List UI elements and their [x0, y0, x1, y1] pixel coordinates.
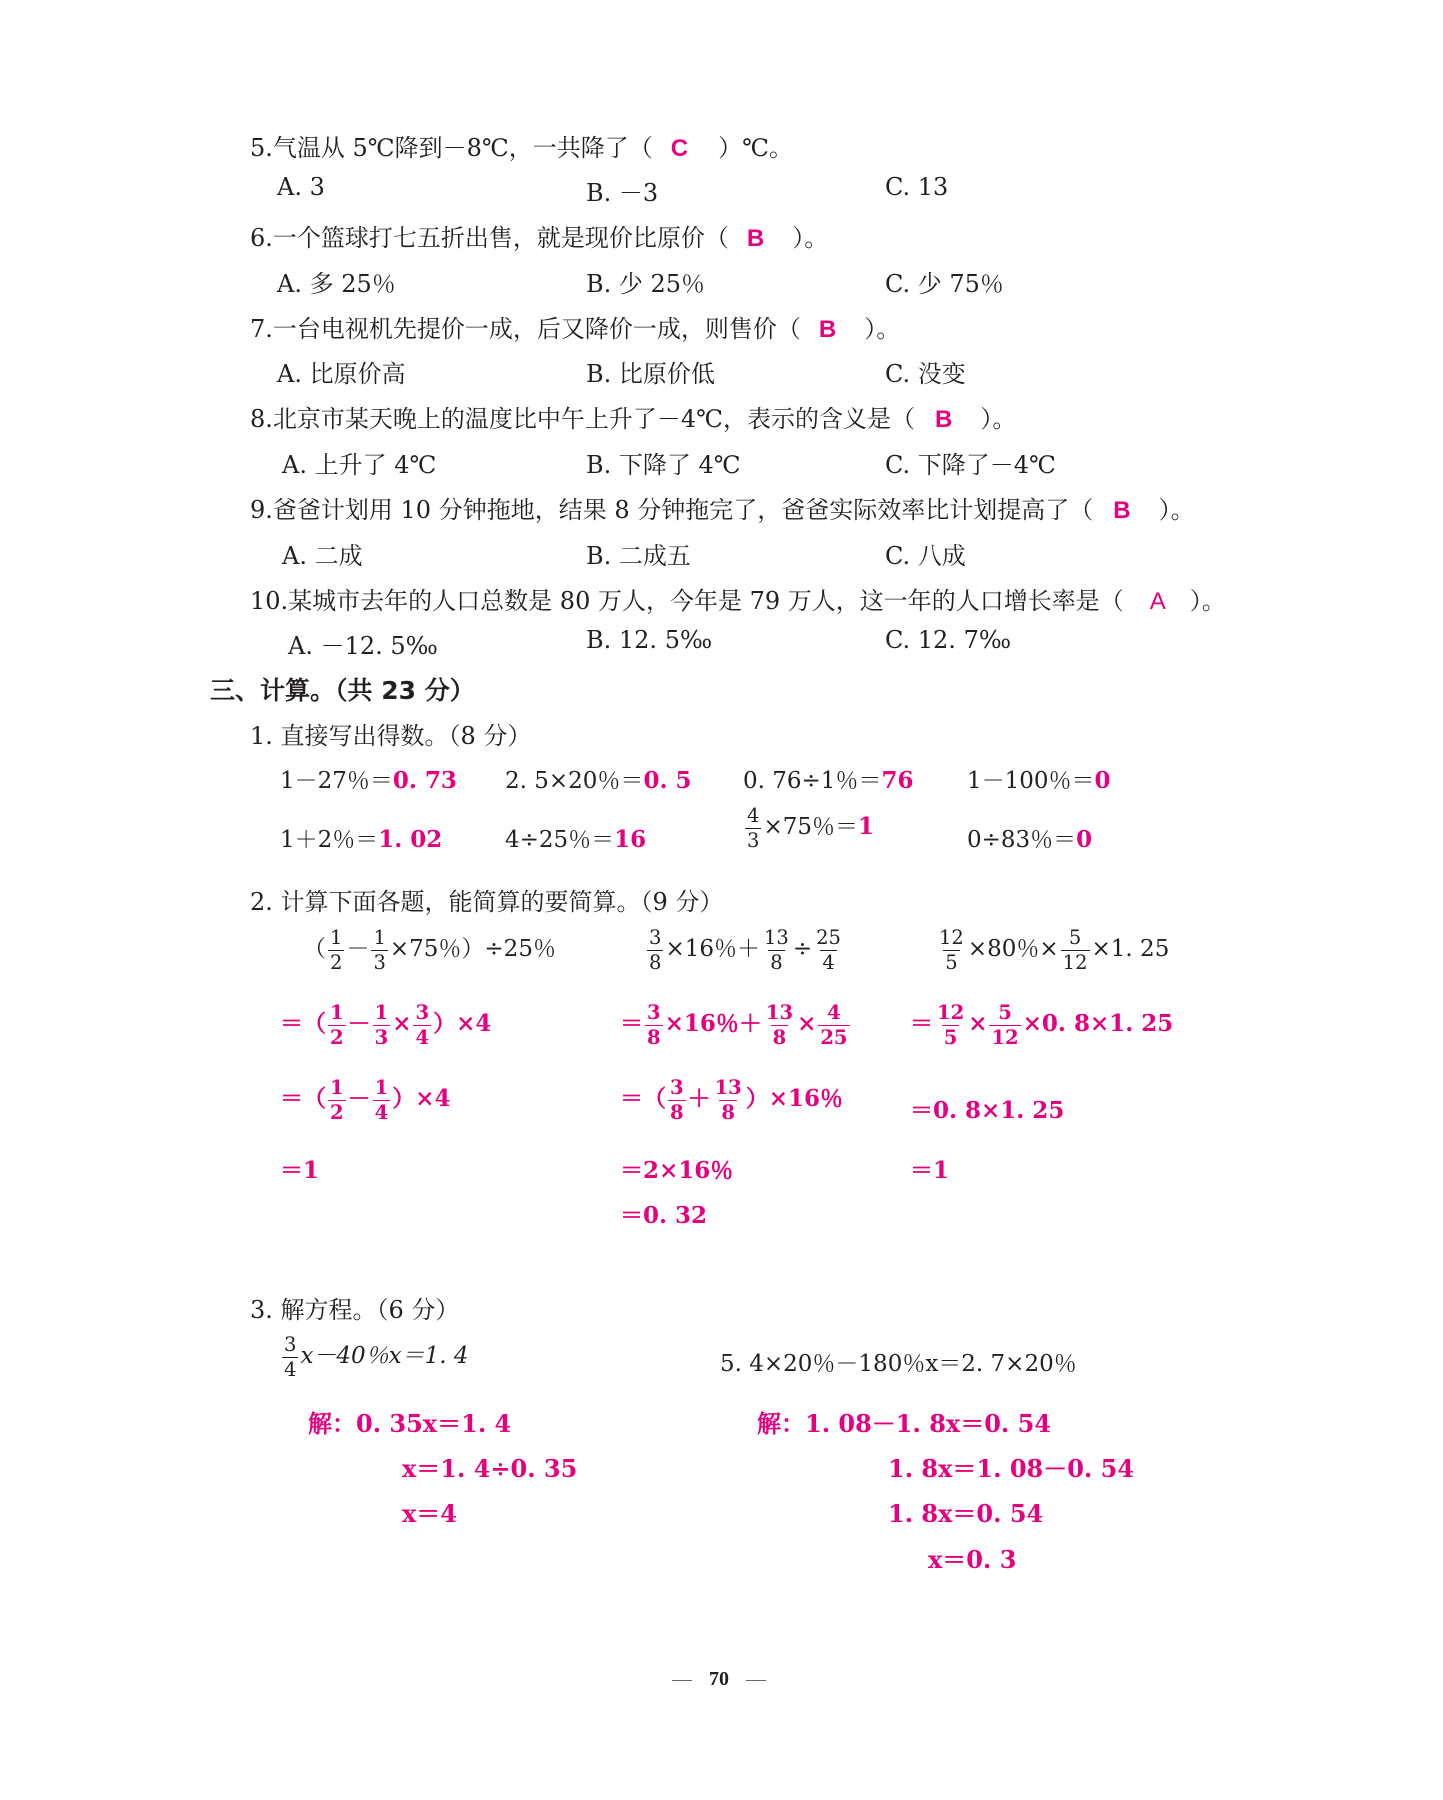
q2-col3-problem: $\frac{12}{5}$ ×80％× $\frac{5}{12}$ ×1. 25	[939, 926, 1170, 974]
q3-eq2-step3: 1. 8x＝0. 54	[888, 1499, 1044, 1528]
q3-eq2: 5. 4×20％－180％x＝2. 7×20％	[720, 1351, 1077, 1377]
mc-question-5: 5.气温从 5℃降到－8℃，一共降了（ C ）℃。	[250, 134, 793, 162]
mc-option-10c: C. 12. 7‰	[885, 626, 1012, 654]
q3-eq1: $\frac{3}{4}$ x－40％x＝1. 4	[284, 1333, 469, 1381]
q2-title: 2. 计算下面各题，能简算的要简算。（9 分）	[250, 888, 724, 916]
q2-col2-step4: ＝0. 32	[620, 1202, 708, 1229]
mc-option-5a: A. 3	[277, 173, 325, 201]
mc-option-9b: B. 二成五	[586, 542, 691, 570]
mc-question-9: 9.爸爸计划用 10 分钟拖地，结果 8 分钟拖完了，爸爸实际效率比计划提高了（ B ）。	[250, 496, 1195, 524]
mc-option-8a: A. 上升了 4℃	[282, 451, 437, 479]
mc-option-5b: B. －3	[586, 179, 659, 207]
fraction: $\frac{4}{3}$	[747, 804, 760, 852]
q2-col2-step1: ＝ $\frac{3}{8}$ ×16％＋ $\frac{13}{8}$ × $\frac{4}{25}$	[620, 1001, 848, 1049]
q2-col3-step1: ＝ $\frac{12}{5}$ × $\frac{5}{12}$ ×0. 8×1. 25	[910, 1001, 1174, 1049]
q1-item-8: 0÷83％＝0	[967, 826, 1093, 853]
q2-col2-step3: ＝2×16％	[620, 1157, 734, 1184]
q1-item-7: $\frac{4}{3}$ ×75％＝1	[747, 804, 874, 852]
q1-item-6: 4÷25％＝16	[505, 826, 647, 853]
q3-eq1-step3: x＝4	[402, 1499, 458, 1528]
q1-item-5: 1＋2％＝1. 02	[280, 826, 443, 853]
q2-col3-step3: ＝1	[910, 1157, 950, 1184]
mc-question-10: 10.某城市去年的人口总数是 80 万人，今年是 79 万人，这一年的人口增长率是（ A ）。	[250, 587, 1226, 615]
mc-option-7a: A. 比原价高	[277, 360, 406, 388]
q3-eq1-step2: x＝1. 4÷0. 35	[402, 1454, 578, 1483]
q3-title: 3. 解方程。（6 分）	[250, 1296, 460, 1324]
mc-option-10a: A. －12. 5‰	[288, 632, 438, 660]
page-number: — 70 —	[672, 1668, 766, 1690]
q2-col2-problem: $\frac{3}{8}$ ×16％＋ $\frac{13}{8}$ ÷ $\frac{25}{4}$	[649, 926, 841, 974]
q3-eq2-step2: 1. 8x＝1. 08－0. 54	[888, 1454, 1135, 1483]
answer-5: C	[670, 135, 689, 162]
q1-item-2: 2. 5×20％＝0. 5	[505, 767, 692, 794]
mc-option-9c: C. 八成	[885, 542, 966, 570]
q2-col3-step2: ＝0. 8×1. 25	[910, 1097, 1065, 1124]
mc-option-9a: A. 二成	[282, 542, 363, 570]
answer-6: B	[746, 225, 765, 252]
answer-7: B	[818, 316, 837, 343]
q3-eq1-step1: 解：0. 35x＝1. 4	[308, 1409, 512, 1438]
q1-item-3: 0. 76÷1％＝76	[743, 767, 914, 794]
mc-option-8b: B. 下降了 4℃	[586, 451, 741, 479]
q2-col2-step2: ＝（ $\frac{3}{8}$ ＋ $\frac{13}{8}$ ）×16％	[620, 1076, 844, 1124]
mc-option-7b: B. 比原价低	[586, 360, 715, 388]
mc-option-6b: B. 少 25％	[586, 270, 706, 298]
section-3-heading: 三、计算。（共 23 分）	[210, 676, 475, 705]
q2-col1-step2: ＝（ $\frac{1}{2}$ － $\frac{1}{4}$ ）×4	[280, 1076, 451, 1124]
q3-eq2-step4: x＝0. 3	[928, 1545, 1017, 1574]
q3-eq2-step1: 解：1. 08－1. 8x＝0. 54	[757, 1409, 1052, 1438]
answer-8: B	[935, 406, 953, 433]
q2-col1-step1: ＝（ $\frac{1}{2}$ － $\frac{1}{3}$ × $\frac{3}{4}$ ）×4	[280, 1001, 492, 1049]
q1-title: 1. 直接写出得数。（8 分）	[250, 722, 532, 750]
mc-option-6c: C. 少 75％	[885, 270, 1004, 298]
q1-item-4: 1－100％＝0	[967, 767, 1111, 794]
answer-9: B	[1113, 497, 1131, 524]
mc-option-8c: C. 下降了－4℃	[885, 451, 1056, 479]
mc-question-6: 6.一个篮球打七五折出售，就是现价比原价（ B ）。	[250, 224, 829, 252]
answer-10: A	[1149, 588, 1166, 615]
mc-option-7c: C. 没变	[885, 360, 966, 388]
q1-item-1: 1－27％＝0. 73	[280, 767, 457, 794]
q2-col1-problem: （ $\frac{1}{2}$ － $\frac{1}{3}$ ×75％）÷25％	[303, 926, 556, 974]
q2-col1-step3: ＝1	[280, 1157, 320, 1184]
mc-question-8: 8.北京市某天晚上的温度比中午上升了－4℃，表示的含义是（ B ）。	[250, 405, 1017, 433]
mc-question-7: 7.一台电视机先提价一成，后又降价一成，则售价（ B ）。	[250, 315, 901, 343]
mc-option-10b: B. 12. 5‰	[586, 626, 713, 654]
mc-option-6a: A. 多 25％	[277, 270, 396, 298]
mc-option-5c: C. 13	[885, 173, 949, 201]
